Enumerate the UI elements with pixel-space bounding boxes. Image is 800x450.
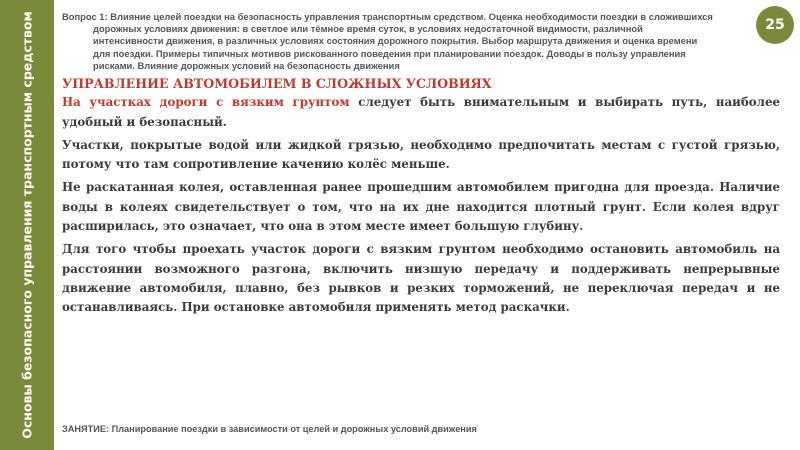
paragraph: Для того чтобы проехать участок дороги с вязким грунтом необходимо остановить автомобиль на расстоянии возможного разгона, включить низшую передачу и поддерживать непрерывные движение автомобиля, плавно, без рывков и резких торможений, не переключая передач и не останавливаясь. При остановке автомобиля применять метод раскачки. bbox=[62, 242, 780, 315]
sidebar bbox=[0, 0, 54, 450]
slide-number-badge: 25 bbox=[756, 6, 794, 44]
question-line: рисками. Влияние дорожных условий на безопасность движения bbox=[93, 59, 400, 71]
section-heading: УПРАВЛЕНИЕ АВТОМОБИЛЕМ В СЛОЖНЫХ УСЛОВИЯХ bbox=[62, 76, 492, 91]
highlight-text: На участках дороги с вязким грунтом bbox=[62, 95, 350, 110]
footer bbox=[62, 424, 762, 434]
question-line: для поездки. Примеры типичных мотивов рискованного поведения при планировании поездок. Доводы в пользу управления bbox=[93, 47, 686, 59]
paragraph: Участки, покрытые водой или жидкой грязью, необходимо предпочитать местам с густой грязью, потому что там сопротивление качению колёс меньше. bbox=[62, 137, 780, 172]
question-line: интенсивности движения, в различных условиях состояния дорожного покрытия. Выбор маршрута движения и оценка времени bbox=[93, 35, 698, 47]
question-line: дорожных условиях движения: в светлое или тёмное время суток, в условиях недостаточной видимости, различной bbox=[93, 23, 643, 35]
footer-label: ЗАНЯТИЕ: bbox=[62, 424, 110, 434]
main-content bbox=[62, 74, 780, 322]
question-block bbox=[62, 11, 752, 72]
footer-text: Планирование поездки в зависимости от целей и дорожных условий движения bbox=[109, 424, 477, 434]
paragraph-text: следует быть внимательным и выбирать путь, наиболее удобный и безопасный. bbox=[62, 95, 780, 129]
paragraph: Не раскатанная колея, оставленная ранее прошедшим автомобилем пригодна для проезда. Наличие воды в колеях свидетельствует о том, что на их дне находится плотный грунт. Если колея вдруг расширилась, это означает, что она в этом месте имеет большую глубину. bbox=[62, 180, 780, 234]
question-line: Вопрос 1: Влияние целей поездки на безопасность управления транспортным средством. Оценка необходимости поездки в сложившихся bbox=[62, 11, 713, 22]
paragraph bbox=[62, 93, 780, 132]
sidebar-title: Основы безопасного управления транспортным средством bbox=[19, 11, 35, 439]
